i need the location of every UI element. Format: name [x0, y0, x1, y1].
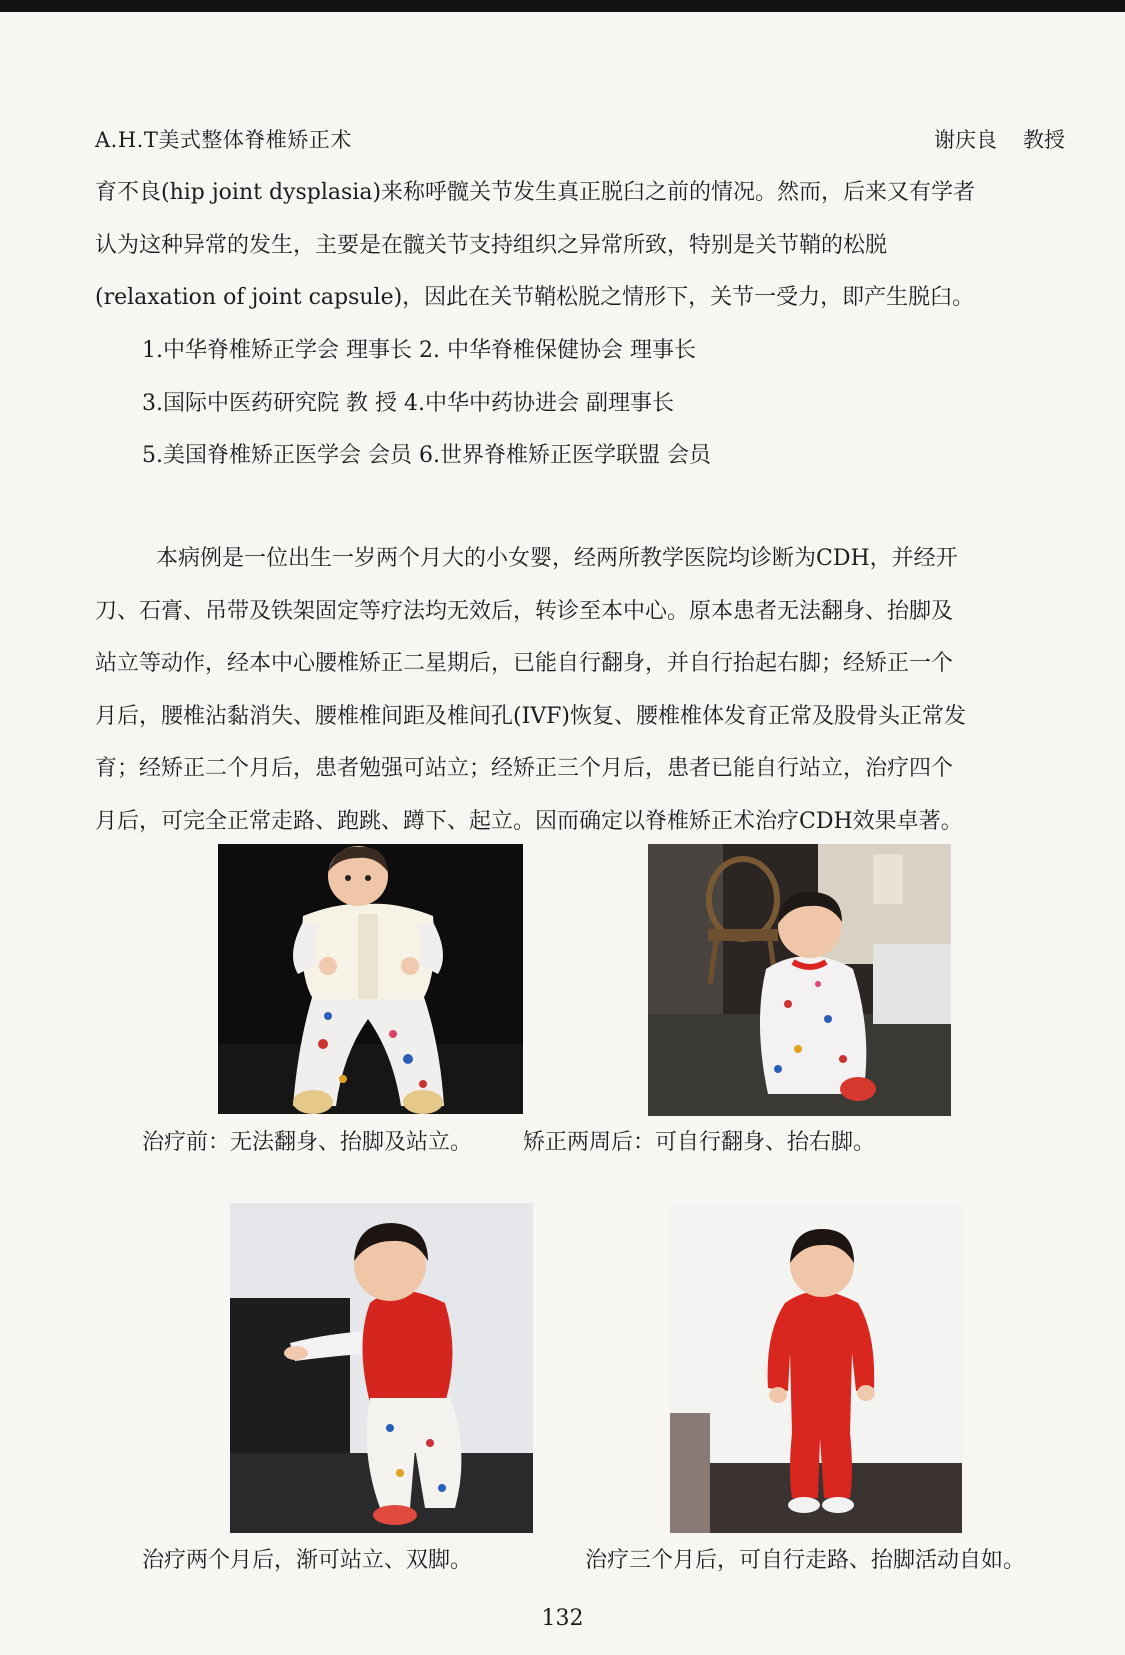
- role-line: 1.中华脊椎矫正学会 理事长 2. 中华脊椎保健协会 理事长: [142, 338, 696, 363]
- photo-before-treatment: [218, 844, 523, 1114]
- role-line: 3.国际中医药研究院 教 授 4.中华中药协进会 副理事长: [142, 390, 674, 416]
- paragraph-line: 月后，可完全正常走路、跑跳、蹲下、起立。因而确定以脊椎矫正术治疗CDH效果卓著。: [95, 808, 963, 834]
- photo-two-weeks: [648, 844, 951, 1116]
- header-author: 谢庆良: [934, 128, 997, 152]
- paragraph-line: 育不良(hip joint dysplasia)来称呼髋关节发生真正脱臼之前的情况。然而，后来又有学者: [95, 180, 976, 205]
- photo-three-months: [670, 1203, 962, 1533]
- paragraph-2: [95, 533, 1067, 848]
- paragraph-line: (relaxation of joint capsule)，因此在关节鞘松脱之情形下，关节一受力，即产生脱臼。: [95, 285, 975, 310]
- paragraph-line: 本病例是一位出生一岁两个月大的小女婴，经两所教学医院均诊断为CDH，并经开: [156, 546, 958, 571]
- figure-caption: 矫正两周后：可自行翻身、抬右脚。: [523, 1130, 876, 1155]
- figure-caption: 治疗两个月后，渐可站立、双脚。: [142, 1548, 473, 1573]
- paragraph-1: [95, 167, 1067, 325]
- header-title: A.H.T美式整体脊椎矫正术: [95, 128, 352, 152]
- figure-caption: 治疗前：无法翻身、抬脚及站立。: [142, 1130, 473, 1155]
- role-line: 5.美国脊椎矫正医学会 会员 6.世界脊椎矫正医学联盟 会员: [142, 443, 711, 468]
- paragraph-line: 月后，腰椎沾黏消失、腰椎椎间距及椎间孔(IVF)恢复、腰椎椎体发育正常及股骨头正常发: [95, 703, 967, 729]
- paragraph-line: 站立等动作，经本中心腰椎矫正二星期后，已能自行翻身，并自行抬起右脚；经矫正一个: [95, 651, 954, 676]
- header-author-title: 教授: [1023, 128, 1065, 152]
- top-border: [0, 0, 1125, 12]
- author-roles-list: [142, 325, 711, 483]
- photo-two-months: [230, 1203, 533, 1533]
- paragraph-line: 刀、石膏、吊带及铁架固定等疗法均无效后，转诊至本中心。原本患者无法翻身、抬脚及: [95, 598, 954, 624]
- paragraph-line: 育；经矫正二个月后，患者勉强可站立；经矫正三个月后，患者已能自行站立，治疗四个: [95, 756, 954, 781]
- running-header: [95, 124, 1065, 156]
- page-number: 132: [541, 1606, 584, 1631]
- figure-caption: 治疗三个月后，可自行走路、抬脚活动自如。: [585, 1548, 1026, 1573]
- header-author-block: [934, 124, 1065, 154]
- paragraph-line: 认为这种异常的发生，主要是在髋关节支持组织之异常所致，特别是关节鞘的松脱: [95, 232, 888, 258]
